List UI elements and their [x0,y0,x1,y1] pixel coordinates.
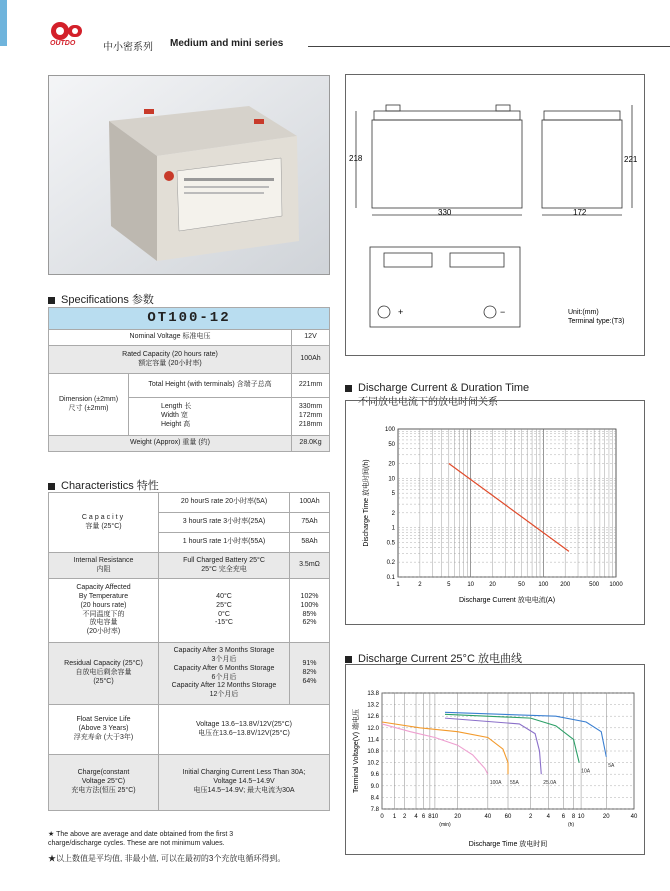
x-tick-label: 0 [380,814,384,820]
footnotes: ★ The above are average and date obtained from the first 3 charge/discharge cycles. These are not minimum values. ★以上数值是平均值, 非最小值, 可以在最初的3个充放电循环得到。 [48,831,286,864]
total-height-value: 221mm [292,374,330,398]
x-tick-label: 40 [484,814,492,820]
spec-section-title: Specifications 参数 [48,291,154,307]
duration-chart [345,400,645,625]
series-label: 55A [510,780,519,787]
capacity-label: Capacity 容量 (25°C) [49,493,159,553]
x-tick-label: 20 [489,582,496,588]
x-tick-label: 50 [518,582,525,588]
y-tick-label: 50 [388,441,395,448]
brand-text: OUTDO [50,40,76,46]
dimension-label: Dimension (±2mm) 尺寸 (±2mm) [49,374,129,436]
x-tick-label: 200 [560,582,571,588]
minus-symbol: − [500,307,506,317]
x-tick-label: 1 [392,814,397,820]
internal-resistance-condition: Full Charged Battery 25°C 25°C 完全充电 [159,553,290,579]
y-tick-label: 7.8 [370,807,379,813]
temperature-list: 40°C 25°C 0°C -15°C [159,579,290,643]
charge-method-condition: Initial Charging Current Less Than 30A; Voltage 14.5~14.9V 电压14.5~14.9V; 最大电流为30A [159,755,330,811]
series-label: 25.0A [543,780,557,787]
residual-capacity-label: Residual Capacity (25°C) 自放电后剩余容量 (25°C) [49,643,159,705]
x-tick-label: 6 [421,814,426,820]
x-tick-label: 60 [504,814,512,820]
plot-area [398,429,616,577]
y-tick-label: 12.0 [367,725,379,732]
nominal-voltage-value: 12V [292,330,330,346]
x-tick-label: 1 [396,582,400,588]
cap-row-value: 75Ah [290,513,330,533]
weight-value: 28.0Kg [292,436,330,452]
y-tick-label: 10 [388,476,395,483]
weight-label: Weight (Approx) 重量 (约) [49,436,292,452]
dim-330: 330 [438,208,452,217]
temperature-label: Capacity Affected By Temperature (20 hours rate) 不同温度下的 放电容量 (20小时率) [49,579,159,643]
x-unit-min: (min) [439,822,451,828]
x-unit-h: (h) [567,822,575,828]
y-axis-label: Terminal Voltage(V) 端电压 [353,708,360,794]
y-tick-label: 0.2 [386,560,395,567]
cap-row-value: 58Ah [290,533,330,553]
y-tick-label: 9.6 [370,772,379,779]
y-tick-label: 13.8 [367,691,379,697]
y-tick-label: 100 [384,427,395,433]
rated-capacity-value: 100Ah [292,346,330,374]
residual-capacity-conditions: Capacity After 3 Months Storage 3个月后 Capacity After 6 Months Storage 6个月后 Capacity After 12 Months Storage 12个月后 [159,643,290,705]
total-height-label: Total Height (with terminals) 含端子总高 [129,374,292,398]
y-tick-label: 1 [391,525,395,532]
y-tick-label: 20 [388,461,395,468]
nominal-voltage-label: Nominal Voltage 标准电压 [49,330,292,346]
internal-resistance-value: 3.5mΩ [290,553,330,579]
float-life-condition: Voltage 13.6~13.8V/12V(25°C) 电压在13.6~13.8V/12V(25°C) [159,705,330,755]
x-tick-label: 2 [418,582,422,588]
y-tick-label: 0.5 [386,540,395,547]
series-label: 5A [608,762,615,769]
outdo-logo [46,20,96,46]
spec-table [48,307,330,452]
lwh-labels: Length 长 Width 宽 Height 高 [129,398,292,436]
x-tick-label: 10 [431,814,439,820]
x-tick-label: 4 [546,814,550,820]
y-axis-label: Discharge Time 放电时间(h) [363,459,370,547]
header-rule [308,46,670,47]
side-view-outline [542,120,622,208]
characteristics-section-title: Characteristics 特性 [48,477,159,493]
x-tick-label: 2 [529,814,533,820]
x-tick-label: 6 [561,814,566,820]
discharge-curve-title: Discharge Current 25°C 放电曲线 [345,650,522,666]
x-axis-label: Discharge Time 放电时间 [468,841,548,848]
y-tick-label: 9.0 [370,783,379,790]
x-tick-label: 4 [414,814,418,820]
y-tick-label: 2 [391,510,395,517]
terminal-note: Terminal type:(T3) [568,318,625,325]
x-tick-label: 1000 [609,582,623,588]
y-tick-label: 11.4 [367,737,379,744]
unit-note: Unit:(mm) [568,309,599,316]
x-tick-label: 5 [447,582,451,588]
cap-row-label: 20 hourS rate 20小时率(5A) [159,493,290,513]
series-label: 10A [581,768,591,775]
residual-capacity-values: 91% 82% 64% [290,643,330,705]
x-tick-label: 20 [454,814,461,820]
y-tick-label: 0.1 [386,575,395,581]
rated-capacity-label: Rated Capacity (20 hours rate) 额定容量 (20小时率) [49,346,292,374]
y-tick-label: 5 [391,491,395,498]
dim-218: 218 [349,154,363,163]
x-tick-label: 100 [538,582,549,588]
y-tick-label: 13.2 [367,702,379,709]
x-tick-label: 8 [571,814,576,820]
charge-method-label: Charge(constant Voltage 25°C) 充电方法(恒压 25°C) [49,755,159,811]
battery-photo [48,75,330,275]
x-tick-label: 8 [428,814,432,820]
model-number: OT100-12 [49,308,330,330]
series-title-en: Medium and mini series [170,38,284,49]
internal-resistance-label: Internal Resistance 内阻 [49,553,159,579]
series-label: 100A [489,780,502,787]
y-tick-label: 10.2 [367,760,379,767]
x-tick-label: 10 [577,814,585,820]
float-life-label: Float Service Life (Above 3 Years) 浮充寿命 (大于3年) [49,705,159,755]
top-view-outline [370,247,520,327]
y-tick-label: 8.4 [370,795,379,802]
x-axis-label: Discharge Current 放电电流(A) [458,597,556,604]
x-tick-label: 2 [403,814,407,820]
front-view-outline [372,120,522,208]
discharge-curve-chart [345,664,645,855]
dim-221: 221 [624,155,638,164]
discharge-duration-title-cn: 不同放电电流下的放电时间关系 [358,397,498,408]
x-tick-label: 40 [630,814,638,820]
discharge-duration-title: Discharge Current & Duration Time [345,382,529,394]
characteristics-table [48,492,330,811]
page-accent-bar [0,0,7,46]
plus-symbol: + [398,307,404,317]
y-tick-label: 12.6 [367,714,379,721]
cap-row-value: 100Ah [290,493,330,513]
x-tick-label: 20 [602,814,610,820]
lwh-values: 330mm 172mm 218mm [292,398,330,436]
x-tick-label: 10 [467,582,475,588]
dimension-drawing [345,74,645,356]
temperature-values: 102% 100% 85% 62% [290,579,330,643]
dim-172: 172 [573,208,587,217]
cap-row-label: 1 hourS rate 1小时率(55A) [159,533,290,553]
series-title-cn: 中小密系列 [103,42,153,53]
x-tick-label: 500 [589,582,600,588]
cap-row-label: 3 hourS rate 3小时率(25A) [159,513,290,533]
y-tick-label: 10.8 [367,749,379,755]
battery-illustration [49,76,330,275]
